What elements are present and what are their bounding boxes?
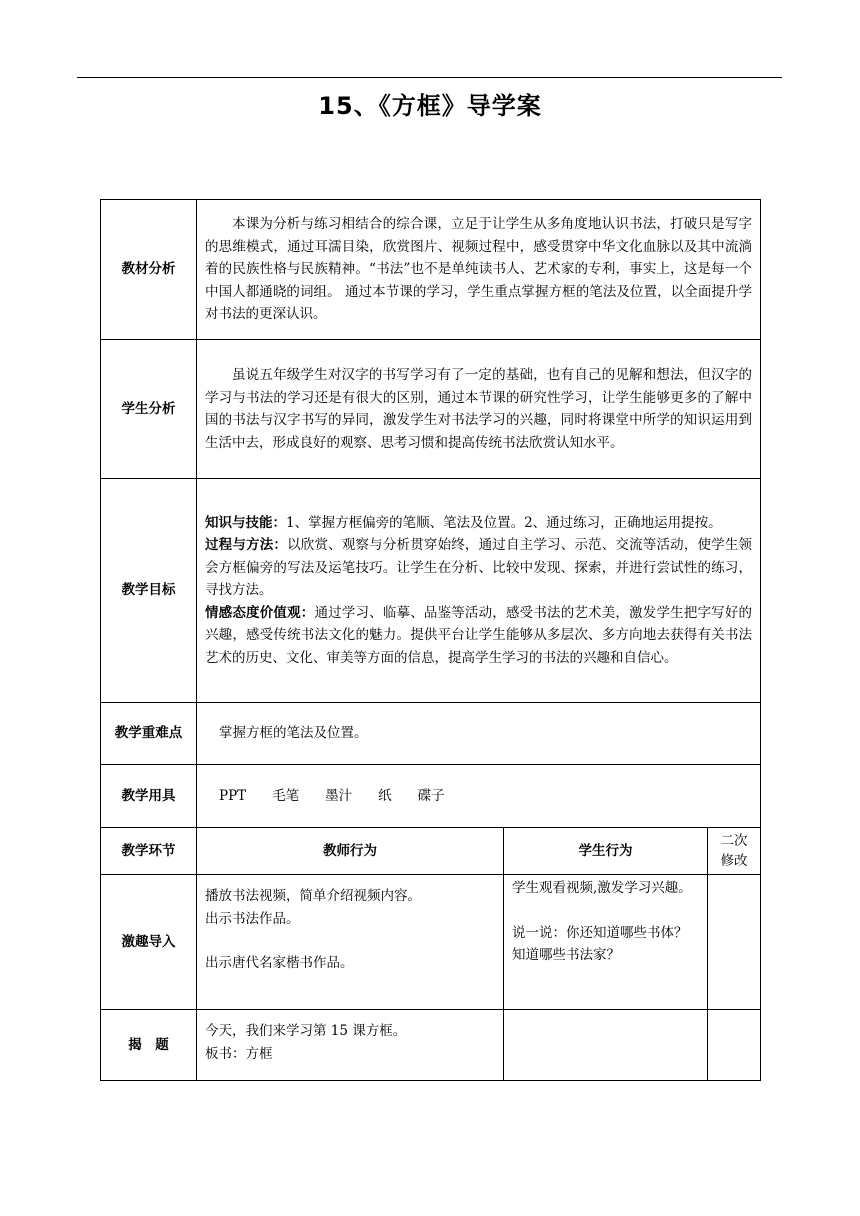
knowledge-goal [205, 512, 752, 535]
teacher-line: 出示唐代名家楷书作品。 [205, 955, 354, 971]
key-points-label: 教学重难点 [101, 703, 197, 765]
teacher-line: 今天，我们来学习第 15 课方框。 [205, 1023, 407, 1039]
tool-item: 墨汁 [325, 787, 353, 804]
student-action-cell [504, 1010, 708, 1081]
material-analysis-row [101, 200, 761, 340]
tool-item: 碟子 [417, 787, 445, 804]
process-row [101, 875, 761, 1010]
stage-cell: 揭 题 [101, 1010, 197, 1081]
tool-item: 纸 [378, 787, 392, 804]
tools-list [197, 765, 761, 828]
key-points-row [101, 703, 761, 765]
stage-cell: 激趣导入 [101, 875, 197, 1010]
revision-cell [708, 875, 761, 1010]
emotion-goal-text: 通过学习、临摹、品鉴等活动，感受书法的艺术美，激发学生把字写好的兴趣，感受传统书法文化的魅力。提供平台让学生能够从多层次、多方向地去获得有关书法艺术的历史、文化、审美等方面的信息，提高学生学习的书法的兴趣和自信心。 [205, 604, 753, 666]
teaching-goals-row [101, 479, 761, 703]
teaching-goals-cell [197, 479, 761, 703]
revision-cell [708, 1010, 761, 1081]
teacher-action-cell [197, 875, 504, 1010]
tool-item: PPT [219, 787, 247, 804]
teacher-line: 板书：方框 [205, 1045, 273, 1062]
student-action-cell [504, 875, 708, 1010]
teaching-goals-label: 教学目标 [101, 479, 197, 703]
material-analysis-label: 教材分析 [101, 200, 197, 340]
process-row [101, 1010, 761, 1081]
student-analysis-cell [197, 340, 761, 479]
emotion-goal [205, 602, 752, 670]
process-goal-title: 过程与方法： [205, 537, 288, 554]
knowledge-goal-text: 1、掌握方框偏旁的笔顺、笔法及位置。2、通过练习，正确地运用提按。 [286, 514, 722, 531]
process-goal-text: 以欣赏、观察与分析贯穿始终，通过自主学习、示范、交流等活动，使学生领会方框偏旁的写法及运笔技巧。让学生在分析、比较中发现、探索，并进行尝试性的练习，寻找方法。 [205, 537, 753, 599]
student-line: 学生观看视频,激发学习兴趣。 [512, 880, 692, 896]
material-analysis-cell [197, 200, 761, 340]
student-action-header: 学生行为 [504, 828, 708, 875]
knowledge-goal-title: 知识与技能： [205, 514, 286, 531]
teacher-action-cell [197, 1010, 504, 1081]
lesson-plan-table [100, 199, 761, 1081]
process-header-row [101, 828, 761, 875]
stage-header: 教学环节 [101, 828, 197, 875]
student-analysis-row [101, 340, 761, 479]
page-title: 15、《方框》导学案 [318, 92, 542, 120]
key-points-text: 掌握方框的笔法及位置。 [197, 703, 761, 765]
emotion-goal-title: 情感态度价值观： [205, 604, 315, 621]
teacher-line: 出示书法作品。 [205, 910, 300, 927]
student-analysis-label: 学生分析 [101, 340, 197, 479]
blank-line [205, 930, 495, 952]
tool-item: 毛笔 [272, 787, 300, 804]
tools-label: 教学用具 [101, 765, 197, 828]
student-analysis-text: 虽说五年级学生对汉字的书写学习有了一定的基础，也有自己的见解和想法，但汉字的学习与书法的学习还是有很大的区别，通过本节课的研究性学习，让学生能够更多的了解中国的书法与汉字书写的异同，激发学生对书法学习的兴趣，同时将课堂中所学的知识运用到生活中去，形成良好的观察、思考习惯和提高传统书法欣赏认知水平。 [205, 367, 753, 451]
material-analysis-text: 本课为分析与练习相结合的综合课，立足于让学生从多角度地认识书法，打破只是写字的思维模式，通过耳濡目染，欣赏图片、视频过程中，感受贯穿中华文化血脉以及其中流淌着的民族性格与民族精神。“书法”也不是单纯读书人、艺术家的专利，事实上，这是每一个中国人都通晓的词组。 通过本节课的学习，学生重点掌握方框的笔法及位置，以全面提升学对书法的更深认识。 [205, 216, 753, 323]
teacher-action-header: 教师行为 [197, 828, 504, 875]
header-rule [77, 77, 782, 78]
student-line: 说一说：你还知道哪些书体？知道哪些书法家？ [512, 924, 688, 963]
tools-row [101, 765, 761, 828]
teacher-line: 播放书法视频，简单介绍视频内容。 [205, 888, 421, 904]
revision-header: 二次修改 [708, 828, 761, 875]
blank-line [512, 900, 699, 922]
process-goal [205, 534, 752, 602]
